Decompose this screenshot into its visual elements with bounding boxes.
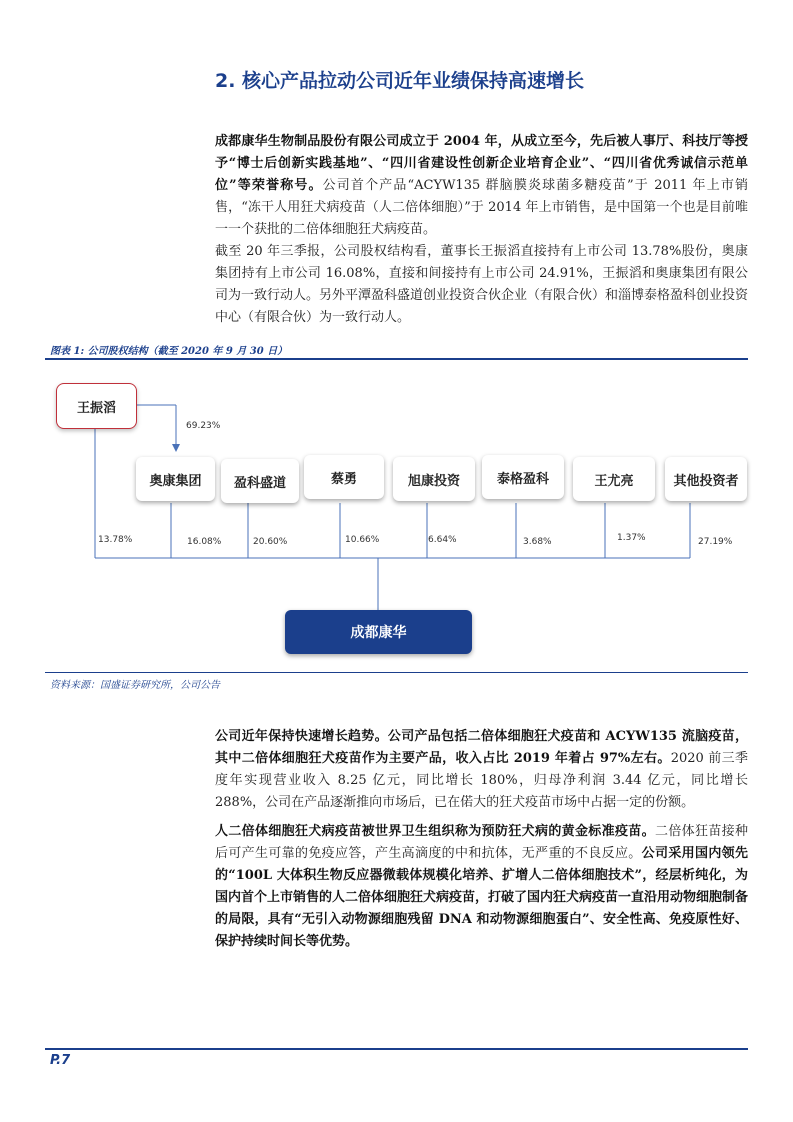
growth-text: 2020 前三季度年实现营业收入 8.25 亿元，同比增长 180%，归母净利润 3.44 亿元，同比增长 288%，公司在产品逐渐推向市场后，已在偌大的狂犬疫苗市场中占据一定的份额。 <box>215 751 748 810</box>
shareholder-pct: 27.19% <box>698 537 733 547</box>
shareholder-pct: 20.60% <box>253 537 288 547</box>
figure-source: 资料来源：国盛证券研究所，公司公告 <box>50 680 220 691</box>
figure-caption: 图表 1: 公司股权结构（截至 2020 年 9 月 30 日） <box>50 346 288 357</box>
shareholder-box: 蔡勇 <box>304 455 384 499</box>
shareholder-box: 泰格盈科 <box>482 455 564 499</box>
shareholder-pct: 16.08% <box>187 537 222 547</box>
vaccine-text: 二倍体狂苗接种后可产生可靠的免疫应答，产生高滴度的中和抗体，无严重的不良反应。 <box>215 824 748 861</box>
footer-rule <box>45 1048 748 1050</box>
shareholder-box: 奥康集团 <box>136 457 215 501</box>
page-number: P.7 <box>50 1053 71 1068</box>
owner-box: 王振滔 <box>56 383 137 429</box>
owner-direct-pct: 13.78% <box>98 535 133 545</box>
ownership-paragraph: 截至 20 年三季报，公司股权结构看，董事长王振滔直接持有上市公司 13.78%股份，奥康集团持有上市公司 16.08%，直接和间接持有上市公司 24.91%，王振滔和奥康集团有限公司为一致行动人。另外平潭盈科盛道创业投资合伙企业（有限合伙）和淄博泰格盈科创业投资中心（有限合伙）为一致行动人。 <box>215 244 749 325</box>
vaccine-bold-1: 人二倍体细胞狂犬病疫苗被世界卫生组织称为预防狂犬病的黄金标准疫苗。 <box>215 824 655 839</box>
target-company-box: 成都康华 <box>285 610 472 654</box>
shareholder-box: 其他投资者 <box>665 457 747 501</box>
shareholder-box: 盈科盛道 <box>221 459 299 503</box>
company-intro-text: 公司首个产品“ACYW135 群脑膜炎球菌多糖疫苗”于 2011 年上市销售，“冻干人用狂犬病疫苗（人二倍体细胞）”于 2014 年上市销售，是中国第一个也是目前唯一一个获批的二倍体细胞狂犬病疫苗。 <box>215 178 748 237</box>
shareholder-pct: 3.68% <box>523 537 552 547</box>
shareholder-pct: 1.37% <box>617 533 646 543</box>
company-intro-bold: 成都康华生物制品股份有限公司成立于 2004 年，从成立至今，先后被人事厅、科技厅等授予“博士后创新实践基地”、“四川省建设性创新企业培育企业”、“四川省优秀诚信示范单位”等荣誉称号。 <box>215 134 748 193</box>
growth-bold: 公司近年保持快速增长趋势。公司产品包括二倍体细胞狂犬疫苗和 ACYW135 流脑疫苗，其中二倍体细胞狂犬疫苗作为主要产品，收入占比 2019 年着占 97%左右。 <box>215 729 748 766</box>
vaccine-bold-2: 公司采用国内领先的“100L 大体积生物反应器微载体规模化培养、扩增人二倍体细胞技术”，经层析纯化，为国内首个上市销售的人二倍体细胞狂犬病疫苗，打破了国内狂犬病疫苗一直沿用动物细胞制备的局限，具有“无引入动物源细胞残留 DNA 和动物源细胞蛋白”、安全性高、免疫原性好、保护持续时间长等优势。 <box>215 846 749 949</box>
shareholder-box: 王尤亮 <box>573 457 655 501</box>
section-title: 2. 核心产品拉动公司近年业绩保持高速增长 <box>215 70 585 92</box>
shareholder-box: 旭康投资 <box>393 457 475 501</box>
figure-bottom-rule <box>45 672 748 673</box>
owner-aokang-pct: 69.23% <box>186 421 221 431</box>
shareholder-pct: 10.66% <box>345 535 380 545</box>
growth-paragraph <box>215 726 748 814</box>
shareholder-pct: 6.64% <box>428 535 457 545</box>
vaccine-paragraph <box>215 821 748 953</box>
